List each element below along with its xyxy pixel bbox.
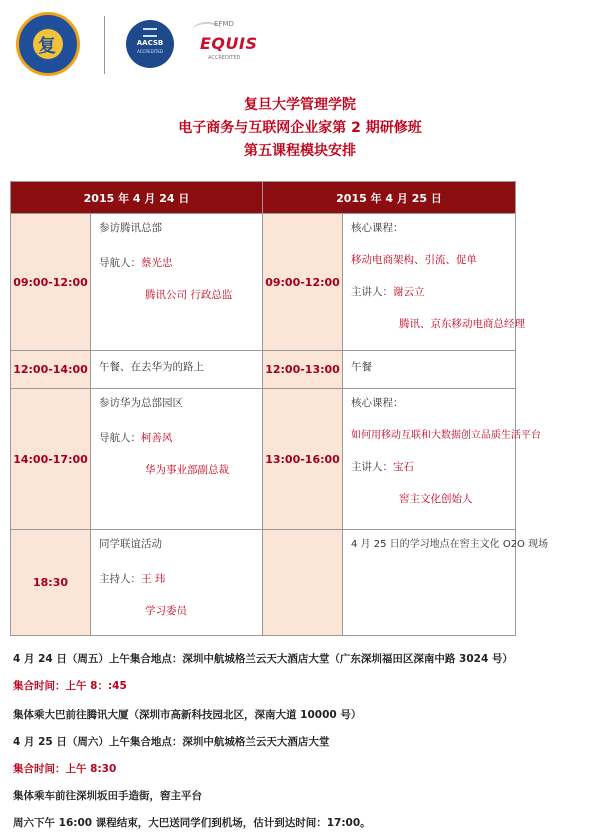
- host-line: [99, 571, 256, 588]
- guide-name: 蔡光忠: [141, 257, 173, 269]
- fudan-logo-mark: 复: [38, 36, 56, 57]
- activity-cell: [343, 214, 526, 351]
- speaker-title: 腾讯、京东移动电商总经理: [399, 318, 526, 330]
- host-name: 王 玮: [141, 573, 166, 585]
- day1-transport: 集体乘大巴前往腾讯大厦（深圳市高新科技园北区，深南大道 10000 号）: [13, 709, 362, 721]
- day2-header: 2015 年 4 月 25 日: [263, 182, 516, 214]
- day1-meeting-time: 集合时间：上午 8：:45: [13, 680, 127, 692]
- speaker-line: [351, 284, 509, 301]
- day1-meeting-point: 4 月 24 日（周五）上午集合地点：深圳中航城格兰云天大酒店大堂（广东深圳福田区深南中路 3024 号）: [13, 653, 513, 665]
- program-title: 电子商务与互联网企业家第 2 期研修班: [178, 120, 422, 136]
- aacsb-logo-text: AACSB: [136, 39, 164, 47]
- activity-cell: [343, 389, 542, 530]
- schedule-table: [10, 181, 549, 636]
- activity-cell: [343, 351, 516, 389]
- table-row: [11, 351, 516, 389]
- guide-title: 华为事业部副总裁: [145, 464, 229, 476]
- guide-line: [99, 430, 256, 447]
- activity-cell: [91, 214, 263, 351]
- time-cell: 09:00-12:00: [11, 214, 91, 351]
- document-title-block: [0, 94, 600, 163]
- guide-label: 导航人：: [99, 432, 141, 444]
- table-row: [11, 389, 516, 530]
- activity-cell: [91, 389, 263, 530]
- activity-title: 午餐、在去华为的路上: [99, 361, 204, 373]
- guide-label: 导航人：: [99, 257, 141, 269]
- guide-line: [99, 255, 256, 272]
- fudan-school-logo: [16, 12, 80, 76]
- logo-divider: [104, 16, 105, 74]
- time-cell: 18:30: [11, 530, 91, 636]
- course-title: 如何用移动互联和大数据创立品质生活平台: [351, 430, 542, 441]
- aacsb-logo-subtext: ACCREDITED: [137, 49, 163, 54]
- time-cell: 13:00-16:00: [263, 389, 343, 530]
- day2-transport: 集体乘车前往深圳坂田手造街，窖主平台: [13, 790, 202, 802]
- location-note: 4 月 25 日的学习地点在窖主文化 O2O 现场: [351, 539, 549, 550]
- equis-logo-subtext: ACCREDITED: [208, 55, 241, 61]
- day2-meeting-point: 4 月 25 日（周六）上午集合地点：深圳中航城格兰云天大酒店大堂: [13, 736, 330, 748]
- time-cell: 12:00-14:00: [11, 351, 91, 389]
- activity-title: 参访华为总部园区: [99, 397, 183, 409]
- table-row: [11, 530, 516, 636]
- equis-logo: [192, 20, 262, 70]
- activity-title: 同学联谊活动: [99, 538, 162, 550]
- time-cell: 14:00-17:00: [11, 389, 91, 530]
- day1-header: 2015 年 4 月 24 日: [11, 182, 263, 214]
- time-cell: 09:00-12:00: [263, 214, 343, 351]
- host-title: 学习委员: [145, 605, 187, 617]
- course-end-note: 周六下午 16:00 课程结束，大巴送同学们到机场，估计到达时间：17:00。: [13, 817, 371, 829]
- speaker-name: 宝石: [393, 461, 415, 473]
- speaker-title: 窖主文化创始人: [399, 493, 473, 505]
- course-title: 移动电商架构、引流、促单: [351, 254, 478, 266]
- course-label: 核心课程：: [351, 222, 404, 234]
- aacsb-column-icon: [143, 28, 157, 37]
- schedule-header-row: [11, 182, 516, 214]
- table-row: [11, 214, 516, 351]
- equis-org-text: EFMD: [214, 20, 234, 28]
- activity-title: 参访腾讯总部: [99, 222, 162, 234]
- school-title: 复旦大学管理学院: [244, 97, 356, 113]
- speaker-line: [351, 459, 509, 476]
- time-cell: 12:00-13:00: [263, 351, 343, 389]
- aacsb-logo: [126, 20, 174, 68]
- activity-cell: [91, 351, 263, 389]
- activity-title: 午餐: [351, 361, 373, 373]
- day2-meeting-time: 集合时间：上午 8:30: [13, 763, 117, 775]
- module-title: 第五课程模块安排: [244, 143, 356, 159]
- course-label: 核心课程：: [351, 397, 404, 409]
- guide-name: 柯善风: [141, 432, 173, 444]
- guide-title: 腾讯公司 行政总监: [145, 289, 233, 301]
- equis-logo-text: EQUIS: [200, 34, 258, 53]
- speaker-label: 主讲人：: [351, 461, 394, 473]
- activity-cell: [91, 530, 263, 636]
- speaker-label: 主讲人：: [351, 286, 394, 298]
- host-label: 主持人：: [99, 573, 141, 585]
- speaker-name: 谢云立: [393, 286, 425, 298]
- time-cell: [263, 530, 343, 636]
- activity-cell: [343, 530, 549, 636]
- logo-bar: [0, 0, 600, 90]
